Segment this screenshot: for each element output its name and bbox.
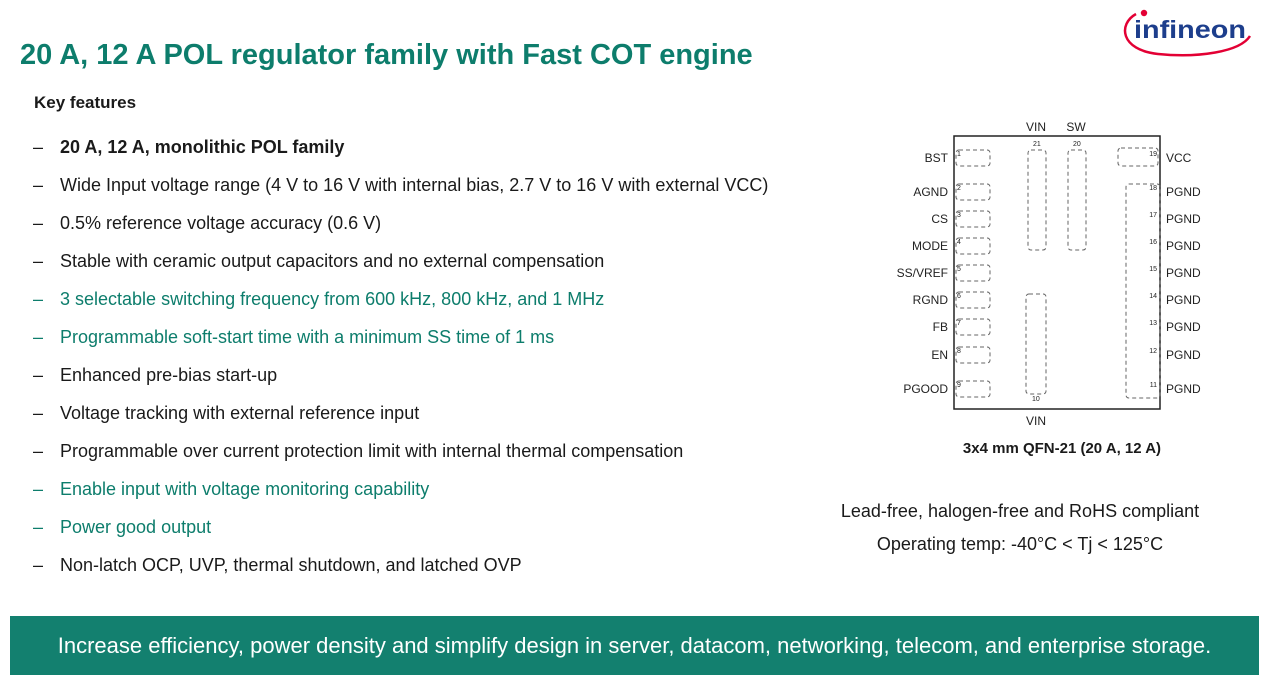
page-title: 20 A, 12 A POL regulator family with Fast COT engine <box>20 39 753 71</box>
bottom-label-vin: VIN <box>1025 414 1047 428</box>
pin-pad <box>956 150 990 166</box>
bottom-banner <box>10 616 1259 675</box>
feature-item: – Power good output <box>33 516 212 537</box>
pad-vin-bottom <box>1026 294 1046 394</box>
pin-number: 21 <box>1033 141 1041 148</box>
feature-item: – 3 selectable switching frequency from 600 kHz, 800 kHz, and 1 MHz <box>33 288 605 309</box>
pin-label-left: PGOOD <box>903 382 948 396</box>
top-label-vin: VIN <box>1025 120 1047 134</box>
feature-item: – Wide Input voltage range (4 V to 16 V with internal bias, 2.7 V to 16 V with external VCC) <box>33 174 769 195</box>
pin-label-left: AGND <box>913 185 948 199</box>
logo-text: infineon <box>1134 16 1246 44</box>
pin-number: 10 <box>1032 396 1040 403</box>
pin-pad <box>956 238 990 254</box>
package-outline <box>954 136 1160 409</box>
pin-label-right: PGND <box>1166 320 1201 334</box>
pin-label-right: PGND <box>1166 382 1201 396</box>
pin-label-right: PGND <box>1166 239 1201 253</box>
pin-pad <box>956 211 990 227</box>
pin-number: 19 <box>1149 151 1157 158</box>
qfn-package-diagram <box>880 114 1220 434</box>
pin-number: 16 <box>1149 239 1157 246</box>
pin-label-left: BST <box>924 151 948 165</box>
pin-pad <box>956 347 990 363</box>
feature-list <box>33 128 768 584</box>
pin-label-right: VCC <box>1166 151 1192 165</box>
right-pin-group <box>1149 151 1201 396</box>
feature-item: – 0.5% reference voltage accuracy (0.6 V) <box>33 212 382 233</box>
pad-sw <box>1068 150 1086 250</box>
pin-pad <box>956 184 990 200</box>
pin-label-left: RGND <box>912 293 948 307</box>
features-heading: Key features <box>34 93 137 112</box>
pin-number: 11 <box>1149 382 1157 389</box>
banner-text: Increase efficiency, power density and simplify design in server, datacom, networking, telecom, and enterprise storage. <box>57 633 1212 658</box>
feature-item: – Enhanced pre-bias start-up <box>33 364 278 385</box>
pin-pad <box>956 319 990 335</box>
pin-number: 7 <box>957 320 961 327</box>
pin-number: 6 <box>957 293 961 300</box>
feature-item: – Non-latch OCP, UVP, thermal shutdown, and latched OVP <box>33 554 522 575</box>
pin-number: 14 <box>1149 293 1157 300</box>
left-pin-group <box>897 150 990 397</box>
pin-number: 15 <box>1149 266 1157 273</box>
pin-label-right: PGND <box>1166 348 1201 362</box>
pin-label-left: FB <box>932 320 948 334</box>
pin-number: 17 <box>1149 212 1157 219</box>
pin-label-left: EN <box>931 348 948 362</box>
pin-label-right: PGND <box>1166 212 1201 226</box>
feature-item: – Stable with ceramic output capacitors and no external compensation <box>33 250 605 271</box>
infineon-logo <box>1118 6 1254 60</box>
pin-number: 2 <box>957 185 961 192</box>
temperature-note: Operating temp: -40°C < Tj < 125°C <box>876 534 1164 554</box>
compliance-note: Lead-free, halogen-free and RoHS compliant <box>840 501 1200 521</box>
pin-number: 4 <box>957 239 961 246</box>
feature-item: – Voltage tracking with external reference input <box>33 402 420 423</box>
pin-number: 12 <box>1149 348 1157 355</box>
pin-label-left: CS <box>931 212 948 226</box>
pin-number: 1 <box>957 151 961 158</box>
pin-number: 13 <box>1149 320 1157 327</box>
pin-number: 5 <box>957 266 961 273</box>
pad-vin-top <box>1028 150 1046 250</box>
pin-pad <box>956 292 990 308</box>
feature-item: – Programmable soft-start time with a minimum SS time of 1 ms <box>33 326 555 347</box>
pin-pad <box>956 381 990 397</box>
pin-label-right: PGND <box>1166 185 1201 199</box>
pin-label-right: PGND <box>1166 293 1201 307</box>
pin-number: 18 <box>1149 185 1157 192</box>
pin-number: 9 <box>957 382 961 389</box>
feature-item: – Programmable over current protection limit with internal thermal compensation <box>33 440 684 461</box>
feature-item: – 20 A, 12 A, monolithic POL family <box>33 136 345 157</box>
package-caption: 3x4 mm QFN-21 (20 A, 12 A) <box>962 440 1162 457</box>
pin-pad <box>956 265 990 281</box>
pin-label-right: PGND <box>1166 266 1201 280</box>
pin-label-left: MODE <box>912 239 948 253</box>
top-label-sw: SW <box>1066 120 1086 134</box>
pin-label-left: SS/VREF <box>896 266 948 280</box>
pin-number: 20 <box>1073 141 1081 148</box>
pin-number: 8 <box>957 348 961 355</box>
pin-number: 3 <box>957 212 961 219</box>
feature-item: – Enable input with voltage monitoring capability <box>33 478 430 499</box>
